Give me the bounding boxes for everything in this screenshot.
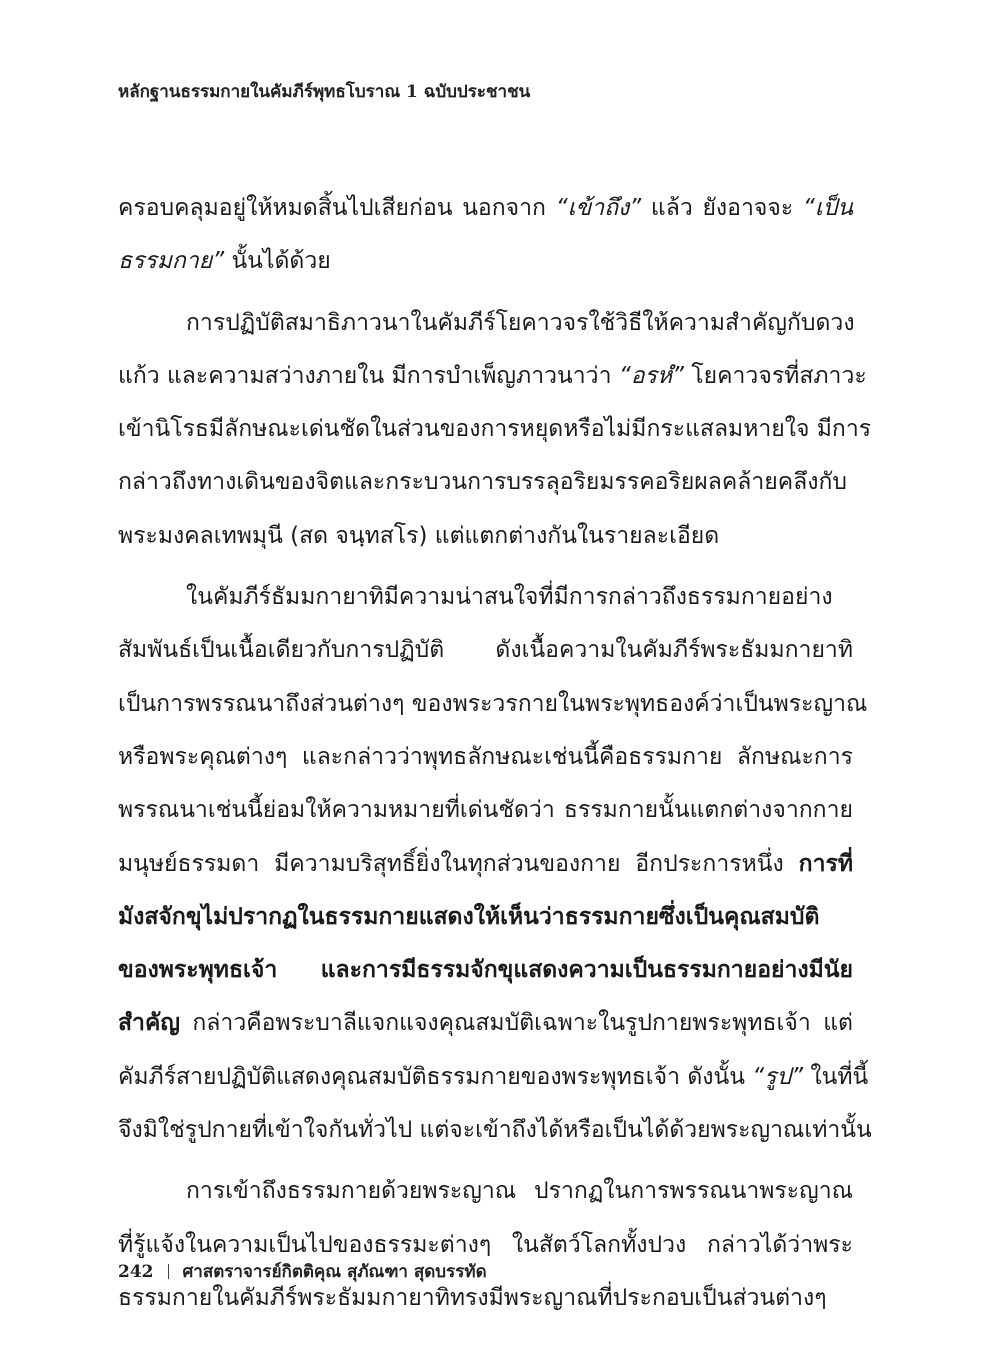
- text-line: เป็นการพรรณนาถึงส่วนต่างๆ ของพระวรกายในพระพุทธองค์ว่าเป็นพระญาณ: [118, 690, 868, 717]
- text-line: ธรรมกายในคัมภีร์พระธัมมกายาทิทรงมีพระญาณที่ประกอบเป็นส่วนต่างๆ: [118, 1284, 827, 1311]
- text-line: พรรณนาเช่นนี้ย่อมให้ความหมายที่เด่นชัดว่า ธรรมกายนั้นแตกต่างจากกาย: [118, 797, 853, 824]
- text-line: การปฏิบัติสมาธิภาวนาในคัมภีร์โยคาวจรใช้วิธีให้ความสำคัญกับดวง: [186, 309, 855, 336]
- text-line: กล่าวถึงทางเดินของจิตและกระบวนการบรรลุอริยมรรคอริยผลคล้ายคลึงกับ: [118, 469, 847, 496]
- page-number: 242: [118, 1262, 154, 1282]
- text-line: มังสจักขุไม่ปรากฏในธรรมกายแสดงให้เห็นว่าธรรมกายซึ่งเป็นคุณสมบัติ: [118, 903, 820, 930]
- footer-author: ศาสตราจารย์กิตติคุณ สุภัณฑา สุดบรรทัด: [182, 1262, 487, 1282]
- text-line: ที่รู้แจ้งในความเป็นไปของธรรมะต่างๆ ในสัตว์โลกทั้งปวง กล่าวได้ว่าพระ: [118, 1231, 853, 1258]
- footer-divider: [168, 1264, 169, 1279]
- body-text: [118, 182, 872, 1325]
- text-line: เข้านิโรธมีลักษณะเด่นชัดในส่วนของการหยุดหรือไม่มีกระแสลมหายใจ มีการ: [118, 416, 872, 443]
- text-line: จึงมิใช่รูปกายที่เข้าใจกันทั่วไป แต่จะเข้าถึงได้หรือเป็นได้ด้วยพระญาณเท่านั้น: [118, 1117, 872, 1144]
- running-header: หลักฐานธรรมกายในคัมภีร์พุทธโบราณ 1 ฉบับประชาชน: [118, 82, 531, 102]
- text-line: คัมภีร์สายปฏิบัติแสดงคุณสมบัติธรรมกายของพระพุทธเจ้า ดังนั้น “รูป” ในที่นี้: [118, 1063, 869, 1090]
- text-line: ในคัมภีร์ธัมมกายาทิมีความน่าสนใจที่มีการกล่าวถึงธรรมกายอย่าง: [186, 584, 833, 611]
- text-line: สัมพันธ์เป็นเนื้อเดียวกับการปฏิบัติ ดังเนื้อความในคัมภีร์พระธัมมกายาทิ: [118, 637, 853, 664]
- text-line: ธรรมกาย” นั้นได้ด้วย: [118, 248, 331, 275]
- text-line: พระมงคลเทพมุนี (สด จนฺทสโร) แต่แตกต่างกันในรายละเอียด: [118, 522, 720, 549]
- text-line: มนุษย์ธรรมดา มีความบริสุทธิ์ยิ่งในทุกส่วนของกาย อีกประการหนึ่ง การที่: [118, 850, 853, 877]
- text-line: แก้ว และความสว่างภายใน มีการบำเพ็ญภาวนาว่า “อรหํ” โยคาวจรที่สภาวะ: [118, 362, 867, 389]
- text-line: การเข้าถึงธรรมกายด้วยพระญาณ ปรากฏในการพรรณนาพระญาณ: [186, 1178, 853, 1205]
- page-footer: [118, 1258, 487, 1285]
- text-line: หรือพระคุณต่างๆ และกล่าวว่าพุทธลักษณะเช่นนี้คือธรรมกาย ลักษณะการ: [118, 743, 853, 770]
- text-line: ของพระพุทธเจ้า และการมีธรรมจักขุแสดงความเป็นธรรมกายอย่างมีนัย: [118, 957, 853, 984]
- text-line: สำคัญ กล่าวคือพระบาลีแจกแจงคุณสมบัติเฉพาะในรูปกายพระพุทธเจ้า แต่: [118, 1010, 853, 1037]
- text-line: ครอบคลุมอยู่ให้หมดสิ้นไปเสียก่อน นอกจาก “เข้าถึง” แล้ว ยังอาจจะ “เป็น: [118, 195, 854, 221]
